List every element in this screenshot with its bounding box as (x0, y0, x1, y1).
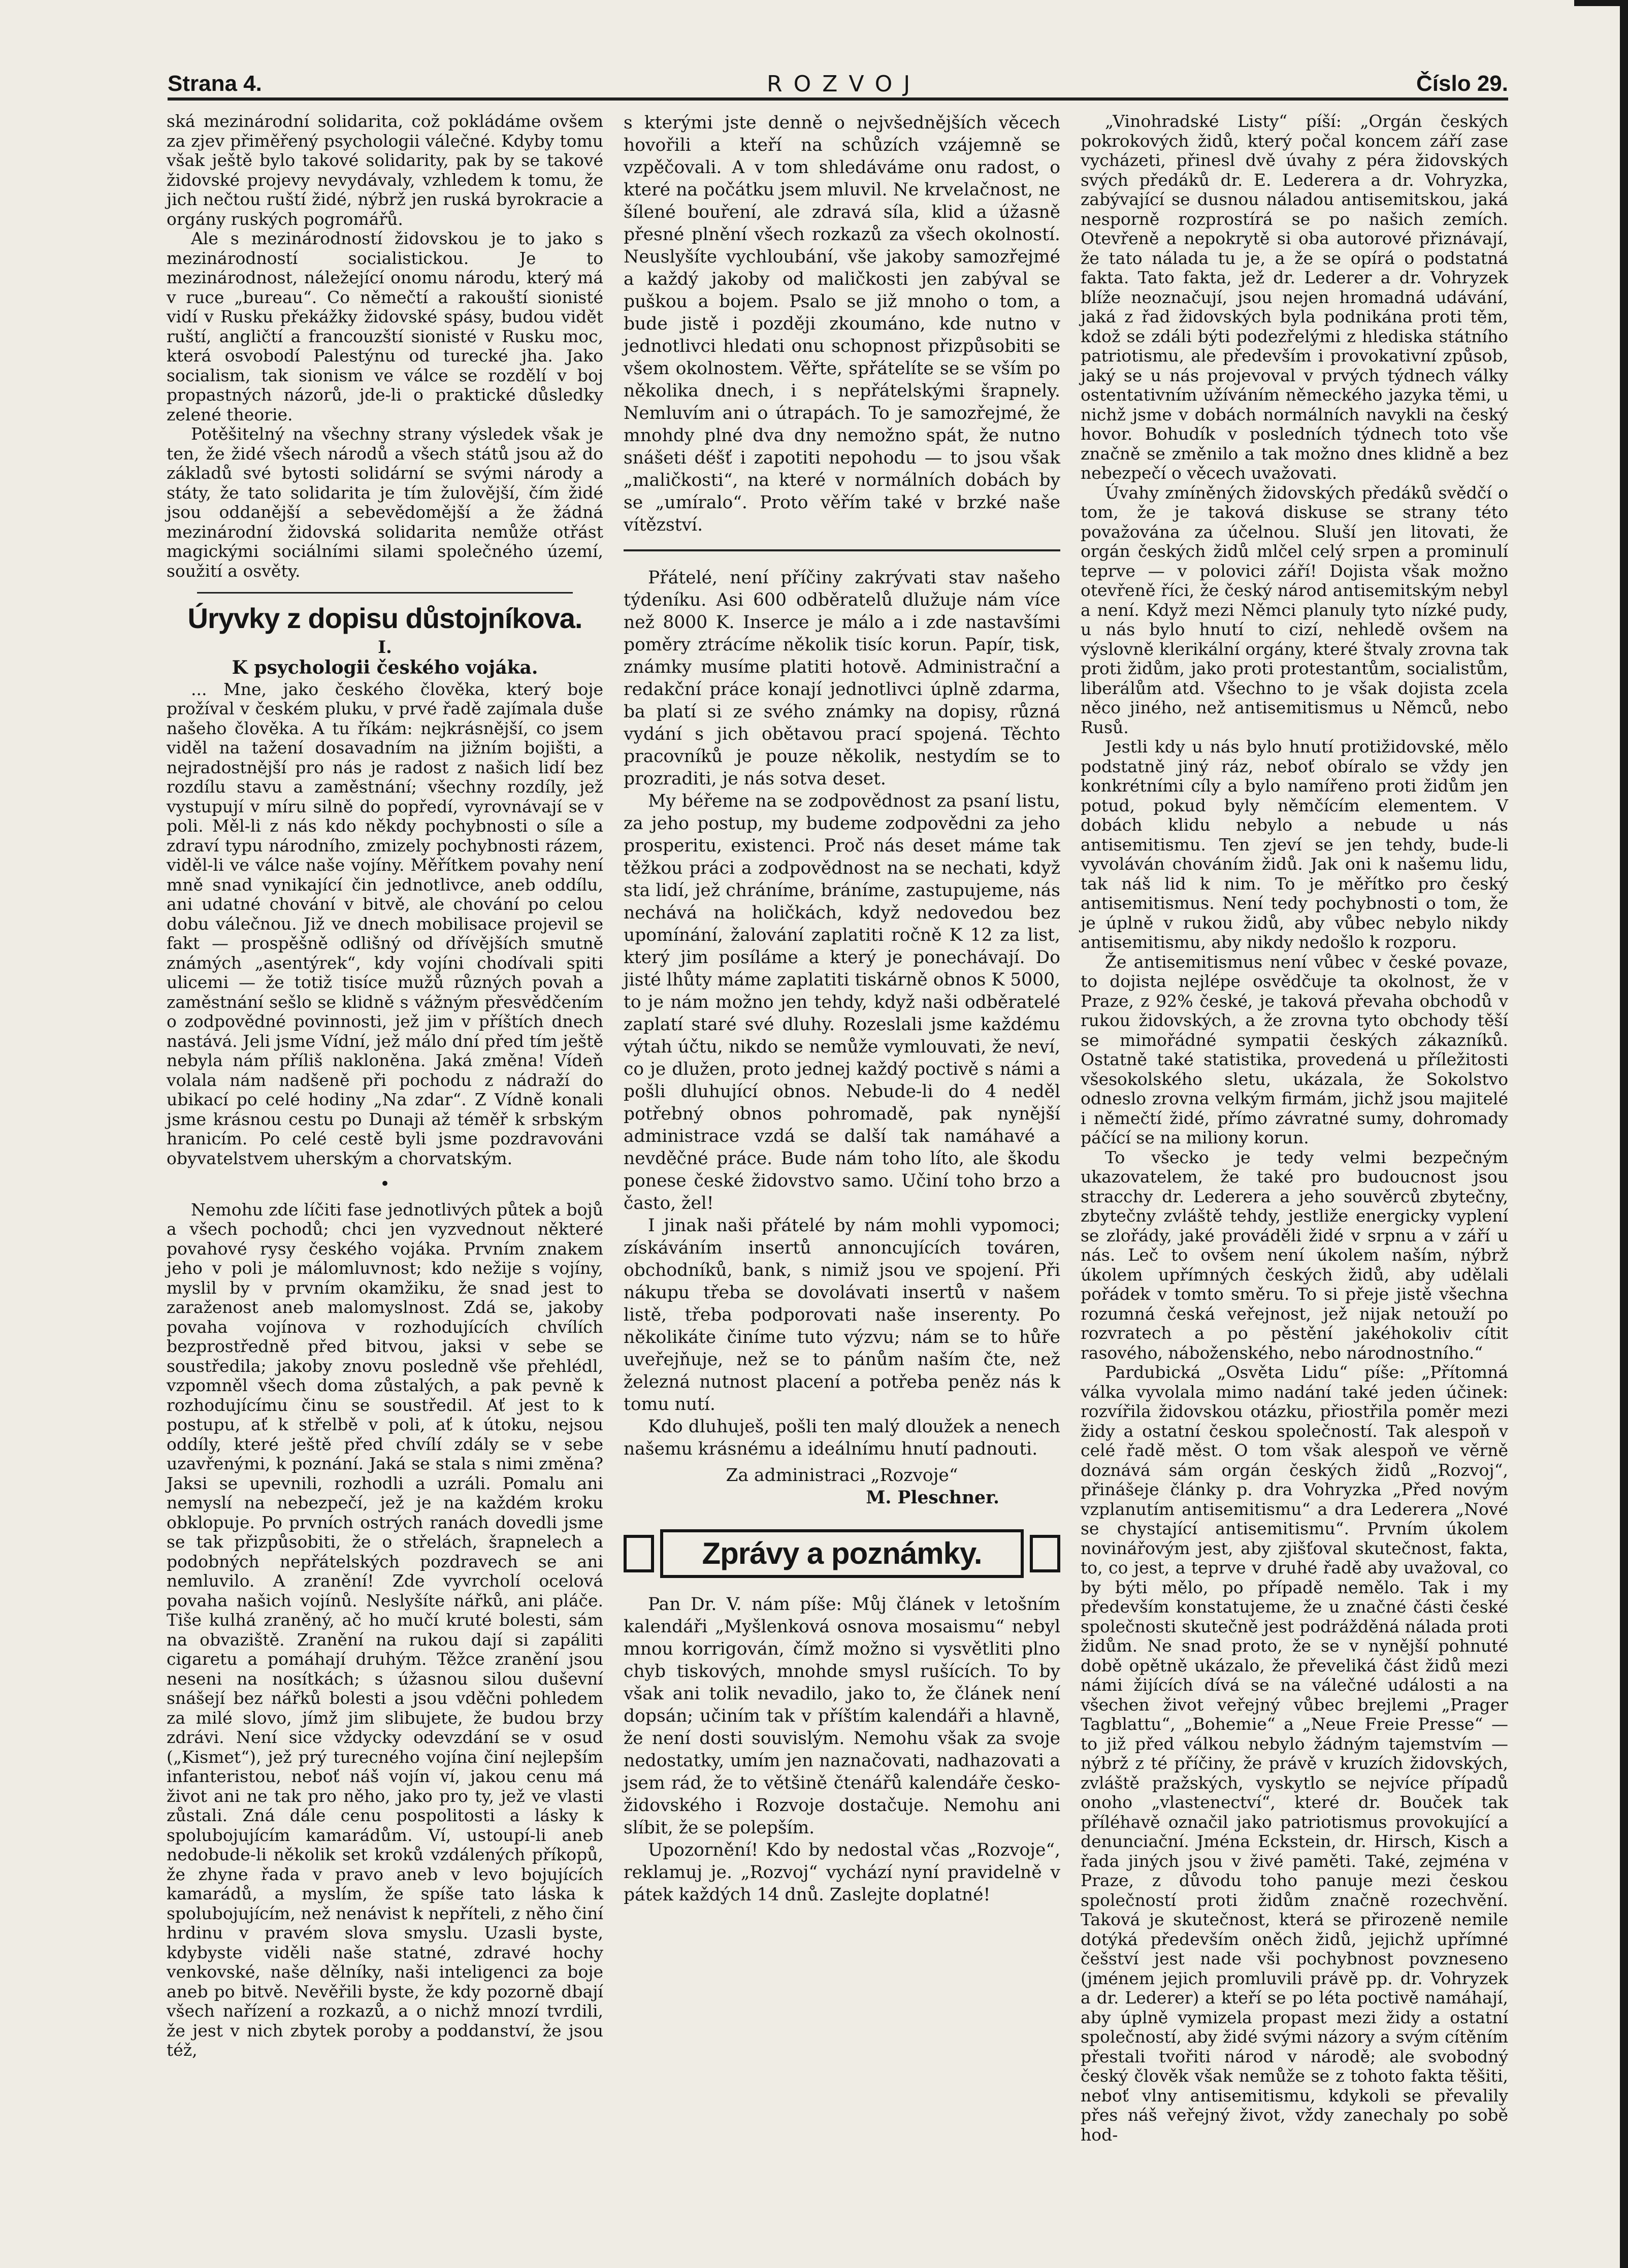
paragraph: Jestli kdy u nás bylo hnutí protižidovské, mělo podstatně jiný ráz, neboť obíralo se vždy jen konkrétními cíly a bylo namířeno proti židům jen potud, pokud byly němčícím elementem. V dobách klidu nebylo a nebude u nás antisemitismu. Ten zjeví se jen tehdy, bude-li vyvoláván chováním židů. Jak oni k našemu lidu, tak náš lid k nim. To je měřítko pro český antisemitismus. Není tedy pochybnosti o tom, že je úplně v rukou židů, aby vůbec nebylo nikdy antisemitismu, aby nikdy nedošlo k rozporu. (1081, 737, 1508, 952)
column-1 (167, 112, 603, 2060)
page-header (168, 71, 1508, 102)
paragraph: Nemohu zde líčiti fase jednotlivých půtek a bojů a všech pochodů; chci jen vyzvednout některé povahové rysy českého vojáka. Prvním znakem jeho v poli je málomluvnost; kdo nežije s vojíny, myslil by v prvním okamžiku, že snad jest to zaraženost aneb malomyslnost. Zdá se, jakoby povaha vojínova v rozhodujících chvílích bezprostředně před bitvou, jaksi v sebe se soustředila; jakoby znovu posledně vše přehlédl, vzpomněl všech doma zůstalých, a pak pevně k rozhodujícímu činu se soustředil. Ať jest to k postupu, ať k střelbě v poli, ať k útoku, nejsou oddíly, které ještě před chvílí zdály se v sebe uzavřenými, k poznání. Jaká se stala s nimi změna? Jaksi se upevnili, rozhodli a uzráli. Pomalu ani nemyslí na nebezpečí, jež je na každém kroku obklopuje. Po prvních ostrých ranách dovedli jsme se tak přizpůsobiti, že o střelách, šrapnelech a podobných nepřátelských pozdravech se ani nemluvilo. A zranění! Zde vyvrcholí ocelová povaha našich vojínů. Neslyšíte nářků, ani pláče. Tiše kulhá zraněný, ač ho mučí kruté bolesti, sám na obvaziště. Zranění na rukou dají si zapáliti cigaretu a pomáhají druhým. Těžce zranění jsou neseni na nosítkách; s úžasnou silou duševní snášejí bez nářků bolesti a jsou vděčni pohledem za milé slovo, jímž jim slibujete, že budou brzy zdrávi. Není sice vždycky odevzdání se v osud („Kismet“), jež prý turecného vojína činí nejlepším infanteristou, neboť náš vojín ví, jakou cenu má život ani ne tak pro něho, jako pro ty, jež ve vlasti zůstali. Zná dále cenu pospolitosti a lásky k spolubojujícím kamarádům. Ví, ustoupí-li aneb nedobude-li několik set kroků vzdálených příkopů, že zhyne řada v pravo aneb v levo bojujících kamarádů, a myslím, že spíše tato láska k spolubojujícím, než nenávist k nepříteli, z něho činí hrdinu v pravém slova smyslu. Uzasli byste, kdybyste viděli naše statné, zdravé hochy venkovské, naše dělníky, naši inteligenci za boje aneb po bitvě. Nevěřili byste, že kdy pozorně dbají všech nařízení a rozkazů, a o nichž mnozí tvrdili, že jest v nich zbytek poroby a poddanství, že jsou též, (167, 1199, 603, 2060)
paragraph: Pan Dr. V. nám píše: Můj článek v letošním kalendáři „Myšlenková osnova mosaismu“ nebyl mnou korrigován, čímž možno si vysvětliti plno chyb tiskových, mnohde smysl rušících. To by však ani tolik nevadilo, jako to, že článek není dopsán; učiním tak v příštím kalendáři a hlavně, že není dosti souvislým. Nemohu však za svoje nedostatky, umím jen naznačovati, nadhazovati a jsem rád, že to většině čtenářů kalendáře česko-židovského i Rozvoje dostačuje. Nemohu ani slíbit, že se polepším. (624, 1594, 1060, 1838)
section-heading: Zprávy a poznámky. (660, 1529, 1024, 1578)
section-number: I. (378, 637, 392, 658)
paragraph: Úvahy zmíněných židovských předáků svědčí o tom, že je taková diskuse se strany této považována za účelnou. Sluší jen litovati, že orgán českých židů mlčel celý srpen a prominulí teprve — v polovici září! Dojista však možno otevřeně říci, že český národ antisemitským nebyl a není. Když mezi Němci planuly tyto nízké pudy, u nás bylo hnutí to cizí, nehledě ovšem na výslovně klerikální orgány, které štvaly zrovna tak proti židům, jako proti protestantům, socialistům, liberálům atd. Všechno to je však dojista zcela něco jiného, než antisemitismus u Němců, nebo Rusů. (1081, 482, 1508, 737)
paragraph: „Vinohradské Listy“ píší: „Orgán českých pokrokových židů, který počal koncem září zase vycházeti, přinesl dvě úvahy z péra židovských svých předáků dr. E. Lederera a dr. Vohryzka, zabývající se dusnou náladou antisemitskou, jaká nesporně rozprostírá se po našich zemích. Otevřeně a nepokrytě si oba autorové přiznávají, že tato nálada tu je, a že se opírá o podstatná fakta. Tato fakta, jež dr. Lederer a dr. Vohryzek blíže neoznačují, jsou nejen hromadná udávání, jaká z řad židovských byla podnikána proti těm, kdož se zdáli býti podezřelými z hlediska státního patriotismu, ale především i provokativní způsob, jaký se u nás projevoval v prvých týdnech války ostentativním užíváním německého jazyka těmi, u nichž jsme v dobách normálních navykli na český hovor. Bohudík v posledních týdnech toto vše značně se změnilo a tak možno dnes klidně a bez nebezpečí o věcech uvažovati. (1081, 111, 1508, 483)
paragraph: ská mezinárodní solidarita, což pokládáme ovšem za zjev přiměřený psychologii válečné. Kdyby tomu však ještě bylo takové solidarity, pak by se takové židovské projevy nevydávaly, vzhledem k tomu, že jich nečtou ruští židé, nýbrž jen ruská byrokracie a orgány ruských pogromářů. (167, 111, 603, 229)
divider (197, 592, 573, 594)
page-number: Strana 4. (168, 71, 262, 96)
scan-edge (1620, 0, 1628, 2268)
paragraph: I jinak naši přátelé by nám mohli vypomoci; získáváním insertů annoncujících továren, obchodníků, bank, s nimiž jsou ve spojení. Při nákupu třeba se dovolávati insertů v našem listě, třeba podporovati naše inserenty. Po několikáte činíme tuto výzvu; nám se to hůře uveřejňuje, než se to pánům naším čte, než železná nutnost placení a potřeba peněz nás k tomu nutí. (624, 1215, 1060, 1415)
paragraph: Potěšitelný na všechny strany výsledek však je ten, že židé všech národů a všech států jsou až do základů své bytosti solidární se svými národy a státy, že tato solidarita je tím žulovější, čím židé jsou oddanější a sebevědomější a že žádná mezinárodní židovská solidarita nemůže otřást magickými sociálními silami společného území, soužití a osvěty. (167, 424, 603, 581)
paragraph: ... Mne, jako českého člověka, který boje prožíval v českém pluku, v prvé řadě zajímala duše našeho člověka. A tu říkám: nejkrásnější, co jsem viděl na tažení dosavadním na jižním bojišti, a nejradostnější pro nás je radost z našich lidí bez rozdílu stavu a zaměstnání; všechny rozdíly, jež vystupují v míru silně do popředí, vyrovnávají se v poli. Měl-li z nás kdo někdy pochybnosti o síle a zdraví typu národního, zmizely pochybnosti rázem, viděl-li ve válce naše vojíny. Měřítkem povahy není mně snad vynikající čin jednotlivce, aneb oddílu, ani udatné chování v bitvě, ale chování po celou dobu válečnou. Již ve dnech mobilisace projevil se fakt — prospěšně odlišný od dřívějších smutně známých „asentýrek“, kdy vojíni chodívali spiti ulicemi — že totiž tisíce mužů různých povah a zaměstnání sešlo se klidně s vážným přesvědčením o zodpovědné povinnosti, jež jim v příštích dnech nastává. Jeli jsme Vídní, jež málo dní před tím ještě nebyla nám příliš nakloněna. Jaká změna! Vídeň volala nám nadšeně při pochodu z nádraží do ubikací po celé hodiny „Na zdar“. Z Vídně konali jsme krásnou cestu po Dunaji až téměř k srbským hranicím. Po celé cestě byli jsme pozdravováni obyvatelstvem uherským a chorvatským. (167, 679, 603, 1168)
article-title: Úryvky z dopisu důstojníkova. (187, 602, 582, 634)
article-subtitle: K psychologii českého vojáka. (232, 657, 538, 678)
decorative-square-icon (1030, 1535, 1060, 1572)
paragraph: Kdo dluhuješ, pošli ten malý dloužek a nenech našemu krásnému a ideálnímu hnutí padnouti. (624, 1417, 1060, 1459)
paragraph: Ale s mezinárodností židovskou je to jako s mezinárodností socialistickou. Je to mezinárodnost, náležející onomu národu, který má v ruce „bureau“. Co němečtí a rakouští sionisté vidí v Rusku překážky židovské spásy, budou vidět ruští, angličtí a francouzští sionisté v Rusku moc, která osvobodí Palestýnu od turecké jha. Jako socialism, tak sionism ve válce se rozdělí v boj propastných názorů, jde-li o praktické důsledky zelené theorie. (167, 228, 603, 424)
separator-dot: • (379, 1174, 390, 1194)
section-heading-box (624, 1529, 1060, 1578)
scan-edge-top (1574, 0, 1628, 6)
paragraph: My béřeme na se zodpovědnost za psaní listu, za jeho postup, my budeme zodpovědni za jeho prosperitu, existenci. Proč nás deset máme tak těžkou práci a zodpovědnost na se nechati, když sta lidí, jež chráníme, bráníme, zastupujeme, nás nechává na holičkách, když nedovedou bez upomínání, žalování zaplatiti ročně K 12 za list, který jim posíláme a který je ponechávají. Do jisté lhůty máme zaplatiti tiskárně obnos K 5000, to je nám možno jen tehdy, když naši odběratelé zaplatí staré své dluhy. Rozeslali jsme každému výtah účtu, nikdo se nemůže vymlouvati, že neví, co je dlužen, proto jednej každý poctivě s námi a pošli dluhující obnos. Nebude-li do 4 neděl potřebný obnos pohromadě, pak nynější administrace vzdá se další tak namáhavé a nevděčné práce. Bude nám toho líto, ale škodu ponese české židovstvo samo. Učiní toho brzo a často, žel! (624, 791, 1060, 1213)
column-2 (624, 112, 1060, 1906)
paragraph: Přátelé, není příčiny zakrývati stav našeho týdeníku. Asi 600 odběratelů dlužuje nám více než 8000 K. Inserce je málo a i zde nastavšími poměry ztrácíme několik tisíc korun. Papír, tisk, známky musíme platiti hotově. Administrační a redakční práce konají jednotlivci úplně zdarma, ba platí si ze svého známky na dopisy, různá vydání s jich obětavou prací spojená. Těchto pracovníků je pouze několik, nestydím se to prozraditi, je nás sotva deset. (624, 568, 1060, 789)
paragraph: s kterými jste denně o nejvšednějších věcech hovořili a kteří na schůzích vzájemně se vzpěčovali. A v tom shledáváme onu radost, o které na počátku jsem mluvil. Ne krvelačnost, ne šílené bouření, ale zdravá síla, klid a úžasně přesné plnění všech rozkazů za všech okolností. Neuslyšíte vychloubání, vše jakoby samozřejmé a každý jakoby od maličkosti jen zabýval se puškou a bojem. Psalo se již mnoho o tom, a bude jistě i později zkoumáno, kde nutno v jednotlivci hledati onu schopnost přizpůsobiti se všem okolnostem. Věřte, spřátelíte se se vším po několika dnech, i s nepřátelskými šrapnely. Nemluvím ani o útrapách. To je samozřejmé, že mnohdy plné dva dny nemožno spát, že nutno snášeti déšť i zapotiti nepohodu — to jsou však „maličkosti“, na které v normálních dobách by se „umíralo“. Proto věřím také v brzké naše vítězství. (624, 113, 1060, 535)
paragraph: To všecko je tedy velmi bezpečným ukazovatelem, že také pro budoucnost jsou stracchy dr. Lederera a jeho souvěrců zbytečny, zbytečny zvláště tehdy, jestliže energicky vyplení se zlořády, jaké prováděli židé v srpnu a v září u nás. Leč to ovšem není úkolem naším, nýbrž úkolem upřímných českých židů, aby udělali pořádek v tomto směru. To si přeje jistě všechna rozumná česká veřejnost, jež nijak netouží po rozvratech a po pěstění jakéhokoliv cítit rasového, náboženského, nebo národnostního.“ (1081, 1147, 1508, 1363)
decorative-square-icon (624, 1535, 654, 1572)
divider (624, 549, 1060, 551)
signature-line: Za administraci „Rozvoje“ (726, 1465, 958, 1486)
paragraph: Že antisemitismus není vůbec v české povaze, to dojista nejlépe osvědčuje ta okolnost, že v Praze, z 92% české, je taková převaha obchodů v rukou židovských, a že zrovna tyto obchody těší se mimořádné sympatii českých zákazníků. Ostatně také statistika, provedená u příležitosti všesokolského sletu, ukázala, že Sokolstvo odneslo zrovna velkým firmám, jichž jsou majitelé i němečtí židé, přímo závratné sumy, dohromady páčící se na miliony korun. (1081, 951, 1508, 1147)
column-3 (1081, 112, 1508, 2145)
paragraph: Pardubická „Osvěta Lidu“ píše: „Přítomná válka vyvolala mimo nadání také jeden účinek: rozvířila židovskou otázku, přiostřila poměr mezi židy a ostatní českou společností. Tak alespoň v celé řadě měst. O tom však alespoň ve věrně doznává sám orgán českých židů „Rozvoj“, přinášeje články p. dra Vohryzka „Před novým vzplanutím antisemitismu“ a dra Lederera „Nové se chystající antisemitismu“. Prvním úkolem novinářovým jest, aby zjišťoval skutečnost, fakta, to, co jest, a teprve v druhé řadě aby uvažoval, co by býti mělo, po případě nemělo. Tak i my především konstatujeme, že u značné části české společnosti skutečně jest podrážděná nálada proti židům. Ne snad proto, že se v nynější pohnuté době opětně ukázalo, že převeliká část židů mezi námi žijících dívá se na válečné události a na všechen život veřejný vůbec brejlemi „Prager Tagblattu“, „Bohemie“ a „Neue Freie Presse“ — to již před válkou nebylo žádným tajemstvím — nýbrž z té příčiny, že právě v kruzích židovských, zvláště pražských, vyskytlo se nejvíce případů onoho „vlastenectví“, které dr. Bouček tak příléhavě označil jako patriotismus provokující a denunciační. Jména Eckstein, dr. Hirsch, Kisch a řada jiných jsou v živé paměti. Také, zejména v Praze, z důvodu toho panuje mezi českou společností proti židům značně rozechvění. Taková je skutečnost, která se přirozeně nemile dotýká především oněch židů, jejichž upřímné češství jest nade vši pochybnost povzneseno (jménem jejich promluvili právě pp. dr. Vohryzek a dr. Lederer) a kteří se po léta poctivě namáhají, aby úplně vymizela propast mezi židy a ostatní společností, aby židé svými názory a svým cítěním přestali tvořiti národ v národě; ale svobodný český člověk však nemůže se z tohoto fakta těšiti, neboť vlny antisemitismu, kdykoli se převalily přes náš veřejný život, vždy zanechaly po sobě hod- (1081, 1362, 1508, 2145)
paragraph: Upozornění! Kdo by nedostal včas „Rozvoje“, reklamuj je. „Rozvoj“ vychází nyní pravidelně v pátek každých 14 dnů. Zaslejte doplatné! (624, 1840, 1060, 1905)
issue-number: Číslo 29. (1416, 71, 1508, 96)
masthead-title: ROZVOJ (767, 71, 922, 97)
signature-name: M. Pleschner. (866, 1488, 999, 1508)
header-rule (168, 97, 1508, 101)
